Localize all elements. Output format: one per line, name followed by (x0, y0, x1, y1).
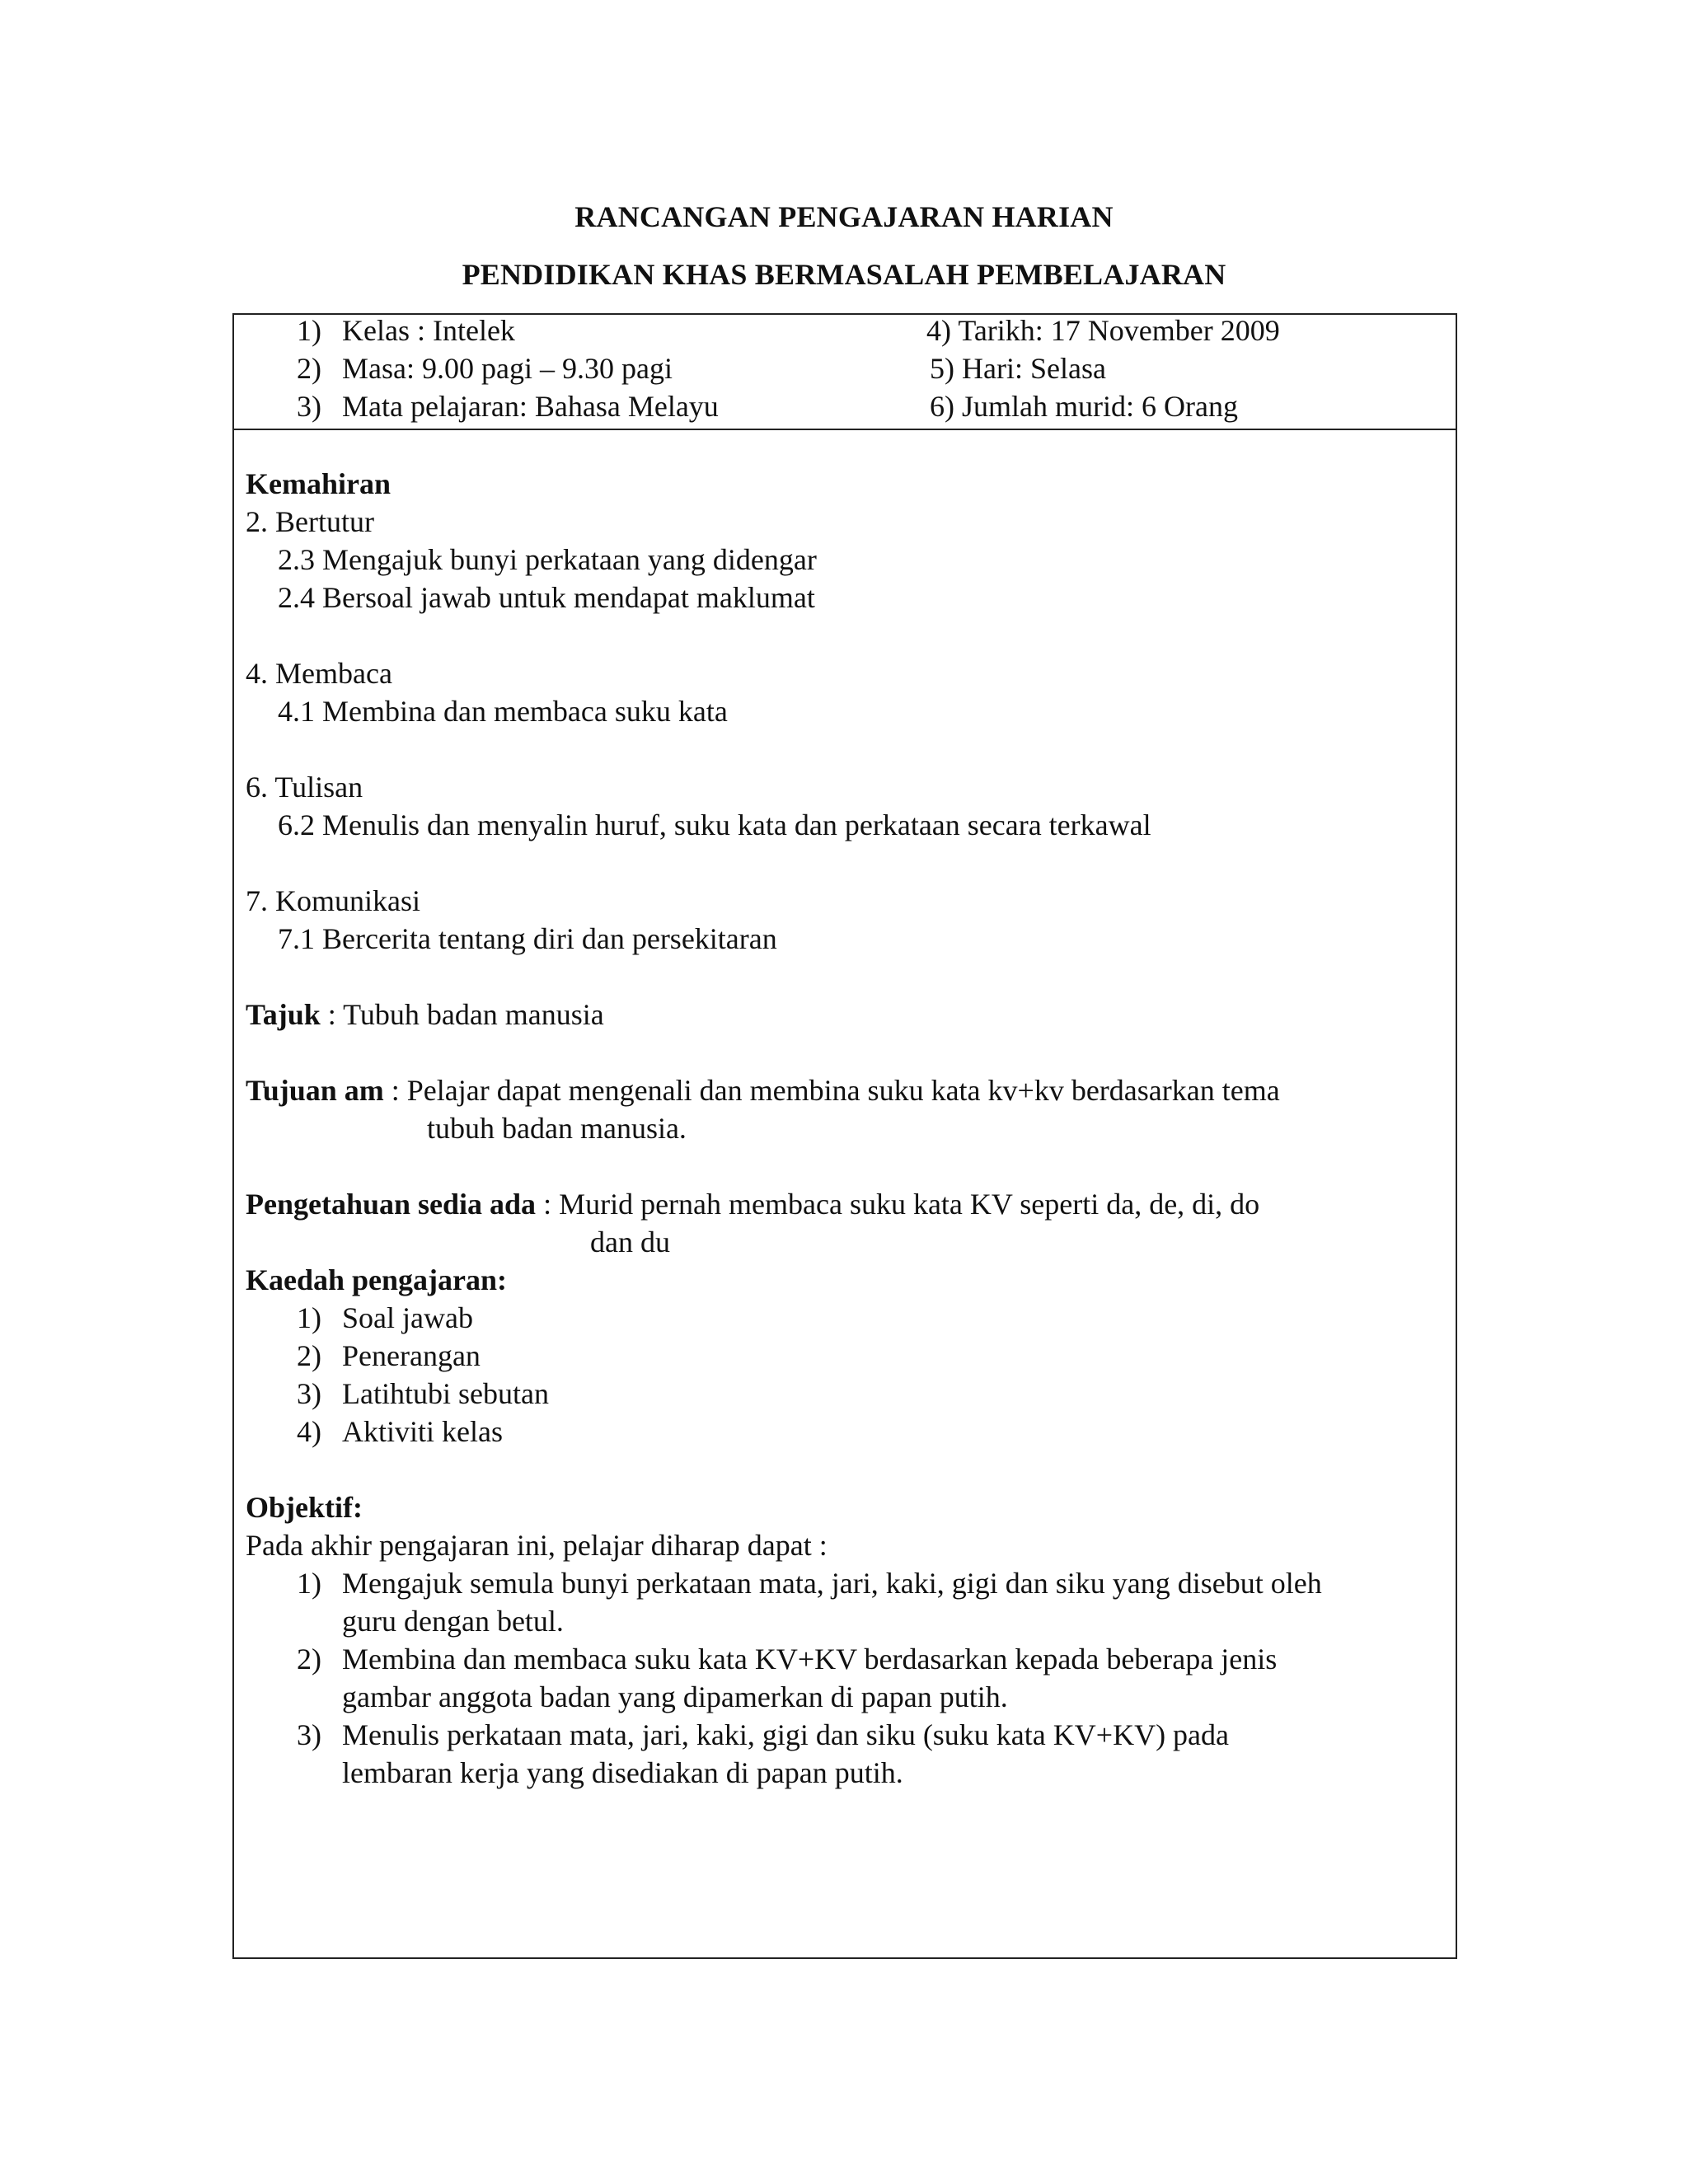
objektif-item-num: 1) (297, 1567, 321, 1600)
kemahiran-heading: Kemahiran (246, 467, 391, 500)
skill-group-title: 6. Tulisan (246, 771, 363, 804)
objektif-heading: Objektif: (246, 1491, 363, 1524)
tujuan-am-line (246, 1071, 1280, 1109)
tujuan-am-text-1: Pelajar dapat mengenali dan membina suku kata kv+kv berdasarkan tema (406, 1074, 1280, 1107)
objektif-item-line: Menulis perkataan mata, jari, kaki, gigi dan siku (suku kata KV+KV) pada (342, 1718, 1230, 1751)
pengetahuan-line (246, 1185, 1259, 1223)
pengetahuan-label: Pengetahuan sedia ada (246, 1188, 537, 1221)
skill-group-title: 4. Membaca (246, 657, 392, 690)
header-left-num-2: 2) (297, 352, 321, 385)
header-tarikh: 4) Tarikh: 17 November 2009 (926, 314, 1280, 347)
pengetahuan-separator: : (536, 1188, 560, 1221)
tajuk-value: Tubuh badan manusia (343, 998, 604, 1031)
objektif-item-num: 3) (297, 1718, 321, 1751)
skill-item: 2.4 Bersoal jawab untuk mendapat maklumat (278, 581, 815, 614)
skill-group-title: 2. Bertutur (246, 505, 374, 538)
kaedah-item-num: 3) (297, 1377, 321, 1410)
kaedah-item: Aktiviti kelas (342, 1415, 503, 1448)
tujuan-am-text-2: tubuh badan manusia. (427, 1112, 687, 1145)
kaedah-item: Penerangan (342, 1339, 481, 1372)
objektif-item-line: lembaran kerja yang disediakan di papan putih. (342, 1756, 903, 1789)
header-hari: 5) Hari: Selasa (930, 352, 1106, 385)
header-mata-pelajaran: Mata pelajaran: Bahasa Melayu (342, 390, 719, 423)
kaedah-item: Latihtubi sebutan (342, 1377, 549, 1410)
header-left-num-3: 3) (297, 390, 321, 423)
tujuan-am-label: Tujuan am (246, 1074, 384, 1107)
skill-item: 7.1 Bercerita tentang diri dan persekitaran (278, 922, 777, 955)
skill-item: 4.1 Membina dan membaca suku kata (278, 695, 728, 728)
objektif-item-line: Mengajuk semula bunyi perkataan mata, jari, kaki, gigi dan siku yang disebut oleh (342, 1567, 1322, 1600)
objektif-item-line: guru dengan betul. (342, 1605, 564, 1638)
kaedah-heading: Kaedah pengajaran: (246, 1263, 508, 1296)
objektif-intro: Pada akhir pengajaran ini, pelajar diharap dapat : (246, 1529, 828, 1562)
tajuk-separator: : (320, 998, 344, 1031)
document-subtitle: PENDIDIKAN KHAS BERMASALAH PEMBELAJARAN (462, 258, 1226, 291)
pengetahuan-text-1: Murid pernah membaca suku kata KV seperti da, de, di, do (559, 1188, 1260, 1221)
pengetahuan-text-2: dan du (590, 1226, 670, 1258)
kaedah-item-num: 4) (297, 1415, 321, 1448)
objektif-item-line: gambar anggota badan yang dipamerkan di papan putih. (342, 1680, 1008, 1713)
skill-item: 6.2 Menulis dan menyalin huruf, suku kata dan perkataan secara terkawal (278, 808, 1151, 841)
skill-item: 2.3 Mengajuk bunyi perkataan yang didengar (278, 543, 817, 576)
header-kelas: Kelas : Intelek (342, 314, 515, 347)
header-masa: Masa: 9.00 pagi – 9.30 pagi (342, 352, 673, 385)
tajuk-line (246, 996, 604, 1033)
header-jumlah-murid: 6) Jumlah murid: 6 Orang (930, 390, 1238, 423)
objektif-item-line: Membina dan membaca suku kata KV+KV berdasarkan kepada beberapa jenis (342, 1643, 1278, 1675)
skill-group-title: 7. Komunikasi (246, 884, 420, 917)
objektif-item-num: 2) (297, 1643, 321, 1675)
header-left-num-1: 1) (297, 314, 321, 347)
kaedah-item: Soal jawab (342, 1301, 473, 1334)
tajuk-label: Tajuk (246, 998, 321, 1031)
kaedah-item-num: 1) (297, 1301, 321, 1334)
tujuan-am-separator: : (383, 1074, 407, 1107)
document-title: RANCANGAN PENGAJARAN HARIAN (574, 200, 1114, 233)
kaedah-item-num: 2) (297, 1339, 321, 1372)
